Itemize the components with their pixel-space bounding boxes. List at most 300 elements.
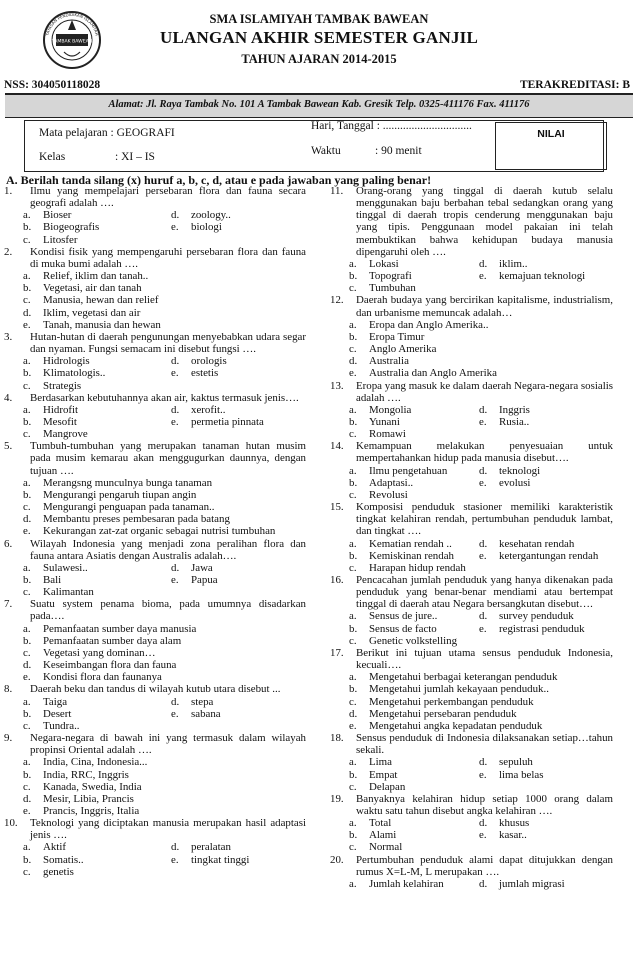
option-letter: b.: [23, 768, 32, 781]
option-text: Rusia..: [499, 415, 530, 428]
nss-number: NSS: 304050118028: [4, 79, 101, 91]
option-letter: b.: [349, 622, 358, 635]
date-label: Hari, Tanggal : ...............................: [311, 120, 472, 132]
score-box[interactable]: [495, 122, 607, 170]
option-text: kesehatan rendah: [499, 537, 575, 550]
question-14: [330, 440, 613, 501]
question-text: Komposisi penduduk stasioner memiliki karakteristik tingkat kelahiran rendah, pertumbuhan penduduk lambat, dan tingkat ….: [356, 501, 613, 538]
option-text: Membantu preses pembesaran pada batang: [43, 513, 230, 526]
option-text: zoology..: [191, 209, 231, 222]
option-letter: d.: [349, 355, 358, 368]
answer-option-b[interactable]: [23, 769, 306, 781]
question-number: 7.: [4, 598, 13, 611]
school-name: SMA ISLAMIYAH TAMBAK BAWEAN: [209, 12, 429, 26]
option-text: Kalimantan: [43, 586, 94, 599]
answer-options: [330, 258, 613, 294]
option-text: Empat: [369, 768, 398, 781]
option-text: Mengurangi penguapan pada tanaman..: [43, 501, 215, 514]
option-text: Somatis..: [43, 853, 84, 866]
option-letter: b.: [349, 683, 358, 696]
score-label: NILAI: [537, 128, 565, 140]
option-letter: e.: [171, 853, 179, 866]
option-letter: d.: [171, 355, 180, 368]
question-number: 15.: [330, 501, 344, 514]
answer-option-d[interactable]: [171, 355, 306, 367]
answer-options: [330, 878, 613, 890]
answer-options: [4, 696, 306, 732]
answer-option-b[interactable]: [23, 854, 171, 866]
answer-option-c[interactable]: [349, 696, 613, 708]
answer-option-d[interactable]: [479, 817, 613, 829]
question-4: [4, 392, 306, 441]
option-text: India, RRC, Inggris: [43, 768, 129, 781]
option-text: Mengetahui persebaran penduduk: [369, 707, 517, 720]
option-letter: e.: [171, 574, 179, 586]
option-letter: b.: [349, 476, 358, 489]
answer-option-e[interactable]: [171, 708, 306, 720]
answer-option-b[interactable]: [349, 331, 613, 343]
option-text: Kemiskinan rendah: [369, 549, 454, 562]
option-text: estetis: [191, 367, 219, 380]
option-text: Hidrologis: [43, 355, 90, 368]
option-letter: c.: [349, 561, 357, 574]
question-12: [330, 294, 613, 379]
answer-option-b[interactable]: [23, 708, 171, 720]
option-letter: d.: [479, 257, 488, 270]
answer-option-d[interactable]: [23, 793, 306, 805]
answer-option-d[interactable]: [171, 209, 306, 221]
option-text: Pemanfaatan sumber daya alam: [43, 634, 182, 647]
answer-option-e[interactable]: [171, 854, 306, 866]
question-8: [4, 683, 306, 732]
questions-right-column: [330, 185, 613, 890]
option-text: Yunani: [369, 415, 400, 428]
class-label: Kelas: [39, 151, 66, 163]
option-text: India, Cina, Indonesia...: [43, 756, 148, 769]
answer-option-d[interactable]: [479, 465, 613, 477]
option-letter: e.: [479, 549, 487, 562]
option-letter: d.: [23, 513, 32, 526]
option-text: Vegetasi yang dominan…: [43, 646, 156, 659]
option-text: Mesofit: [43, 415, 77, 428]
option-letter: c.: [349, 634, 357, 647]
answer-option-c[interactable]: [23, 234, 306, 246]
answer-option-e[interactable]: [349, 720, 613, 732]
answer-options: [4, 404, 306, 440]
option-letter: c.: [23, 233, 31, 246]
answer-option-b[interactable]: [349, 550, 479, 562]
option-text: sabana: [191, 707, 221, 720]
question-1: [4, 185, 306, 246]
option-letter: e.: [479, 768, 487, 781]
option-text: Kanada, Swedia, India: [43, 780, 142, 793]
answer-option-c[interactable]: [23, 586, 306, 598]
answer-option-e[interactable]: [479, 829, 613, 841]
answer-options: [330, 404, 613, 440]
answer-options: [4, 841, 306, 877]
answer-option-e[interactable]: [171, 221, 306, 233]
answer-options: [330, 465, 613, 501]
option-letter: d.: [23, 306, 32, 319]
option-text: Mongolia: [369, 403, 412, 416]
answer-option-b[interactable]: [349, 416, 479, 428]
answer-option-c[interactable]: [23, 380, 306, 392]
answer-option-d[interactable]: [349, 708, 613, 720]
answer-option-a[interactable]: [349, 671, 613, 683]
option-text: tingkat tinggi: [191, 853, 250, 866]
option-letter: b.: [23, 415, 32, 428]
answer-options: [4, 756, 306, 817]
option-letter: d.: [171, 695, 180, 708]
option-text: Australia: [369, 355, 409, 368]
answer-option-a[interactable]: [349, 319, 613, 331]
question-18: [330, 732, 613, 793]
option-letter: b.: [23, 574, 32, 586]
option-text: kemajuan teknologi: [499, 270, 586, 283]
answer-option-c[interactable]: [349, 428, 613, 440]
option-text: Mengurangi pengaruh tiupan angin: [43, 488, 197, 501]
question-7: [4, 598, 306, 683]
answer-option-b[interactable]: [349, 477, 479, 489]
option-letter: a.: [349, 817, 357, 830]
option-text: Prancis, Inggris, Italia: [43, 804, 140, 817]
answer-option-e[interactable]: [479, 270, 613, 282]
answer-option-b[interactable]: [23, 635, 306, 647]
answer-option-c[interactable]: [23, 294, 306, 306]
option-text: sepuluh: [499, 756, 533, 769]
option-letter: e.: [23, 525, 31, 538]
answer-option-e[interactable]: [23, 319, 306, 331]
answer-option-c[interactable]: [23, 501, 306, 513]
answer-option-a[interactable]: [349, 817, 479, 829]
question-text: Tumbuh-tumbuhan yang merupakan tanaman hutan musim pada musim kemarau akan menggugurkan daunnya, dengan tujuan ….: [30, 440, 306, 477]
answer-option-d[interactable]: [23, 307, 306, 319]
option-text: Papua: [191, 574, 218, 586]
answer-option-d[interactable]: [479, 404, 613, 416]
answer-option-b[interactable]: [349, 683, 613, 695]
exam-title: ULANGAN AKHIR SEMESTER GANJIL: [160, 28, 478, 47]
question-number: 20.: [330, 853, 344, 866]
option-text: Harapan hidup rendah: [369, 561, 466, 574]
answer-option-c[interactable]: [23, 428, 306, 440]
option-letter: d.: [479, 817, 488, 830]
option-text: ketergantungan rendah: [499, 549, 599, 562]
answer-option-e[interactable]: [171, 574, 306, 586]
question-text: Hutan-hutan di daerah pengunungan menyebabkan udara segar dan nyaman. Fungsi semacam ini disebut fungsi ….: [30, 330, 306, 356]
question-15: [330, 501, 613, 574]
option-letter: e.: [171, 221, 179, 234]
question-number: 17.: [330, 646, 344, 659]
question-13: [330, 380, 613, 441]
answer-option-a[interactable]: [23, 209, 171, 221]
answer-option-a[interactable]: [23, 404, 171, 416]
option-text: Alami: [369, 829, 397, 842]
answer-option-e[interactable]: [349, 367, 613, 379]
option-text: Taiga: [43, 695, 68, 708]
option-text: lima belas: [499, 768, 544, 781]
answer-option-a[interactable]: [349, 258, 479, 270]
answer-option-c[interactable]: [23, 866, 306, 878]
question-19: [330, 793, 613, 854]
option-text: Tundra..: [43, 719, 80, 732]
answer-option-e[interactable]: [479, 550, 613, 562]
question-5: [4, 440, 306, 537]
option-letter: a.: [23, 695, 31, 708]
option-letter: e.: [171, 415, 179, 428]
answer-option-a[interactable]: [23, 270, 306, 282]
question-number: 16.: [330, 574, 344, 586]
option-text: Eropa dan Anglo Amerika..: [369, 318, 489, 331]
option-text: Hidrofit: [43, 403, 79, 416]
answer-option-b[interactable]: [23, 367, 171, 379]
answer-option-c[interactable]: [349, 282, 613, 294]
option-letter: d.: [479, 403, 488, 416]
answer-option-a[interactable]: [23, 696, 171, 708]
option-text: Mesir, Libia, Prancis: [43, 792, 134, 805]
option-text: Strategis: [43, 379, 82, 392]
question-text: Kemampuan melakukan penyesuaian untuk mempertahankan hidup pada manusia disebut….: [356, 440, 613, 465]
option-letter: d.: [479, 610, 488, 623]
answer-options: [4, 209, 306, 245]
option-text: Merangsng munculnya bunga tanaman: [43, 476, 213, 489]
answer-option-b[interactable]: [349, 623, 479, 635]
question-number: 19.: [330, 792, 344, 805]
class-value: : XI – IS: [115, 151, 155, 163]
question-number: 5.: [4, 440, 13, 453]
answer-options: [4, 623, 306, 684]
option-text: Desert: [43, 707, 72, 720]
answer-option-a[interactable]: [349, 538, 479, 550]
answer-options: [330, 671, 613, 732]
answer-option-c[interactable]: [349, 781, 613, 793]
option-text: Kondisi flora dan faunanya: [43, 671, 162, 684]
answer-option-c[interactable]: [23, 720, 306, 732]
answer-option-d[interactable]: [479, 258, 613, 270]
option-text: Iklim, vegetasi dan air: [43, 306, 141, 319]
answer-option-e[interactable]: [479, 477, 613, 489]
answer-option-b[interactable]: [23, 574, 171, 586]
answer-option-a[interactable]: [23, 355, 171, 367]
option-letter: c.: [23, 501, 31, 514]
option-text: Inggris: [499, 403, 530, 416]
answer-option-a[interactable]: [349, 878, 479, 890]
answer-option-d[interactable]: [23, 513, 306, 525]
question-text: Daerah budaya yang bercirikan kapitalisme, industrialism, dan urbanisme memuncak adalah…: [356, 294, 613, 319]
option-text: Ilmu pengetahuan: [369, 464, 448, 477]
option-text: Klimatologis..: [43, 367, 106, 380]
answer-option-c[interactable]: [349, 841, 613, 853]
question-number: 13.: [330, 379, 344, 392]
option-letter: b.: [23, 282, 32, 295]
option-text: Adaptasi..: [369, 476, 414, 489]
answer-option-e[interactable]: [479, 623, 613, 635]
option-letter: d.: [171, 403, 180, 416]
answer-option-e[interactable]: [171, 367, 306, 379]
answer-options: [4, 355, 306, 391]
answer-option-c[interactable]: [349, 343, 613, 355]
answer-options: [330, 756, 613, 792]
option-letter: d.: [479, 756, 488, 769]
answer-option-a[interactable]: [349, 404, 479, 416]
option-text: Mengetahui perkembangan penduduk: [369, 695, 534, 708]
answer-option-b[interactable]: [349, 270, 479, 282]
answer-option-d[interactable]: [23, 659, 306, 671]
option-letter: c.: [349, 841, 357, 854]
answer-option-e[interactable]: [23, 805, 306, 817]
option-text: iklim..: [499, 257, 528, 270]
answer-option-b[interactable]: [23, 282, 306, 294]
option-letter: e.: [23, 318, 31, 331]
question-number: 6.: [4, 537, 13, 550]
answer-option-c[interactable]: [23, 781, 306, 793]
option-letter: b.: [23, 634, 32, 647]
option-letter: e.: [23, 804, 31, 817]
option-text: Kekurangan zat-zat organic sebagai nutrisi tumbuhan: [43, 525, 276, 538]
option-text: Manusia, hewan dan relief: [43, 294, 159, 307]
answer-option-b[interactable]: [349, 829, 479, 841]
answer-option-b[interactable]: [349, 769, 479, 781]
school-address: Alamat: Jl. Raya Tambak No. 101 A Tambak Bawean Kab. Gresik Telp. 0325-411176 Fax. 411176: [5, 93, 633, 118]
question-text: Berikut ini tujuan utama sensus penduduk Indonesia, kecuali….: [356, 646, 613, 672]
option-letter: d.: [479, 464, 488, 477]
option-letter: e.: [171, 367, 179, 380]
answer-option-a[interactable]: [23, 562, 171, 574]
option-text: khusus: [499, 817, 530, 830]
time-label: Waktu: [311, 145, 341, 157]
answer-option-e[interactable]: [171, 416, 306, 428]
answer-option-b[interactable]: [23, 416, 171, 428]
option-letter: d.: [171, 209, 180, 222]
answer-option-c[interactable]: [349, 562, 613, 574]
option-text: teknologi: [499, 464, 541, 477]
answer-option-c[interactable]: [23, 647, 306, 659]
answer-option-a[interactable]: [349, 465, 479, 477]
option-text: Australia dan Anglo Amerika: [369, 367, 497, 380]
option-letter: d.: [479, 877, 488, 890]
option-letter: e.: [479, 415, 487, 428]
answer-option-a[interactable]: [23, 841, 171, 853]
answer-option-c[interactable]: [349, 489, 613, 501]
question-text: Suatu system penama bioma, pada umumnya disadarkan pada….: [30, 598, 306, 623]
option-text: Total: [369, 817, 392, 830]
academic-year: TAHUN AJARAN 2014-2015: [241, 52, 397, 66]
option-letter: b.: [23, 488, 32, 501]
question-text: Teknologi yang diciptakan manusia merupakan hasil adaptasi jenis ….: [30, 817, 306, 842]
option-letter: a.: [23, 561, 31, 574]
option-text: Mengetahui angka kepadatan penduduk: [369, 719, 543, 732]
answer-option-e[interactable]: [479, 769, 613, 781]
option-text: Tanah, manusia dan hewan: [43, 318, 161, 331]
answer-option-b[interactable]: [23, 489, 306, 501]
option-text: registrasi penduduk: [499, 622, 585, 635]
option-letter: a.: [349, 318, 357, 331]
question-text: Kondisi fisik yang mempengaruhi persebaran flora dan fauna di muka bumi adalah ….: [30, 245, 306, 270]
option-letter: b.: [23, 367, 32, 380]
answer-option-a[interactable]: [349, 610, 479, 622]
answer-option-d[interactable]: [171, 562, 306, 574]
answer-option-a[interactable]: [349, 756, 479, 768]
option-text: Lima: [369, 756, 392, 769]
option-text: evolusi: [499, 476, 531, 489]
answer-option-d[interactable]: [479, 538, 613, 550]
answer-option-e[interactable]: [23, 525, 306, 537]
option-letter: a.: [23, 355, 31, 368]
option-text: kasar..: [499, 829, 527, 842]
answer-option-d[interactable]: [171, 696, 306, 708]
answer-option-d[interactable]: [479, 878, 613, 890]
option-letter: b.: [349, 330, 358, 343]
option-letter: d.: [23, 659, 32, 672]
answer-option-d[interactable]: [349, 355, 613, 367]
option-letter: b.: [349, 829, 358, 842]
question-16: [330, 574, 613, 647]
question-number: 14.: [330, 440, 344, 453]
question-2: [4, 246, 306, 331]
logo-inner-text: TAMBAK BAWEAN: [51, 39, 93, 45]
question-text: Sensus penduduk di Indonesia dilaksanakan setiap…tahun sekali.: [356, 732, 613, 757]
option-letter: a.: [23, 476, 31, 489]
option-letter: a.: [349, 756, 357, 769]
answer-options: [330, 319, 613, 380]
question-number: 2.: [4, 245, 13, 258]
answer-option-e[interactable]: [479, 416, 613, 428]
question-text: Orang-orang yang tinggal di daerah kutub selalu menggunakan baju berbahan tebal sedangkan orang yang tinggal di daerah tropis cenderung menggunakan baju yang tipis. Penggunaan model pakaian ini telah membuktikan bahwa kehidupan budaya manusia dipengaruhi oleh ….: [356, 185, 613, 258]
answer-option-b[interactable]: [23, 221, 171, 233]
question-text: Daerah beku dan tandus di wilayah kutub utara disebut ...: [30, 683, 281, 696]
question-20: [330, 854, 613, 890]
answer-option-d[interactable]: [171, 404, 306, 416]
answer-option-a[interactable]: [23, 756, 306, 768]
option-text: Keseimbangan flora dan fauna: [43, 659, 177, 672]
question-6: [4, 538, 306, 599]
answer-option-e[interactable]: [23, 671, 306, 683]
question-3: [4, 331, 306, 392]
option-letter: c.: [349, 488, 357, 501]
question-text: Eropa yang masuk ke dalam daerah Negara-negara sosialis adalah ….: [356, 379, 613, 404]
option-text: Lokasi: [369, 257, 399, 270]
answer-option-d[interactable]: [479, 756, 613, 768]
option-text: jumlah migrasi: [499, 877, 565, 890]
option-letter: c.: [23, 780, 31, 793]
question-17: [330, 647, 613, 732]
option-text: Mangrove: [43, 428, 88, 441]
option-letter: a.: [349, 537, 357, 550]
answer-option-d[interactable]: [171, 841, 306, 853]
option-letter: a.: [349, 257, 357, 270]
question-number: 8.: [4, 683, 13, 696]
answer-option-a[interactable]: [23, 623, 306, 635]
answer-options: [4, 477, 306, 538]
answer-option-d[interactable]: [479, 610, 613, 622]
accreditation: TERAKREDITASI: B: [519, 79, 630, 91]
answer-option-a[interactable]: [23, 477, 306, 489]
option-text: Eropa Timur: [369, 330, 425, 343]
question-text: Ilmu yang mempelajari persebaran flora dan fauna secara geografi adalah ….: [30, 185, 306, 210]
option-text: Delapan: [369, 780, 406, 793]
option-letter: b.: [23, 853, 32, 866]
option-letter: c.: [23, 586, 31, 599]
option-text: Aktif: [43, 841, 66, 854]
question-text: Wilayah Indonesia yang menjadi zona peralihan flora dan fauna antara Asiatis dengan Australis adalah….: [30, 537, 306, 562]
answer-options: [4, 562, 306, 598]
option-letter: c.: [23, 719, 31, 732]
option-letter: e.: [349, 367, 357, 380]
option-letter: d.: [349, 707, 358, 720]
answer-option-c[interactable]: [349, 635, 613, 647]
question-text: Pencacahan jumlah penduduk yang hanya dikenakan pada penduduk yang benar-benar mendiami atau bertempat tinggal di daerah atau Negara bersangkutan disebut….: [356, 574, 613, 611]
questions-left-column: [4, 185, 306, 878]
option-text: orologis: [191, 355, 227, 368]
